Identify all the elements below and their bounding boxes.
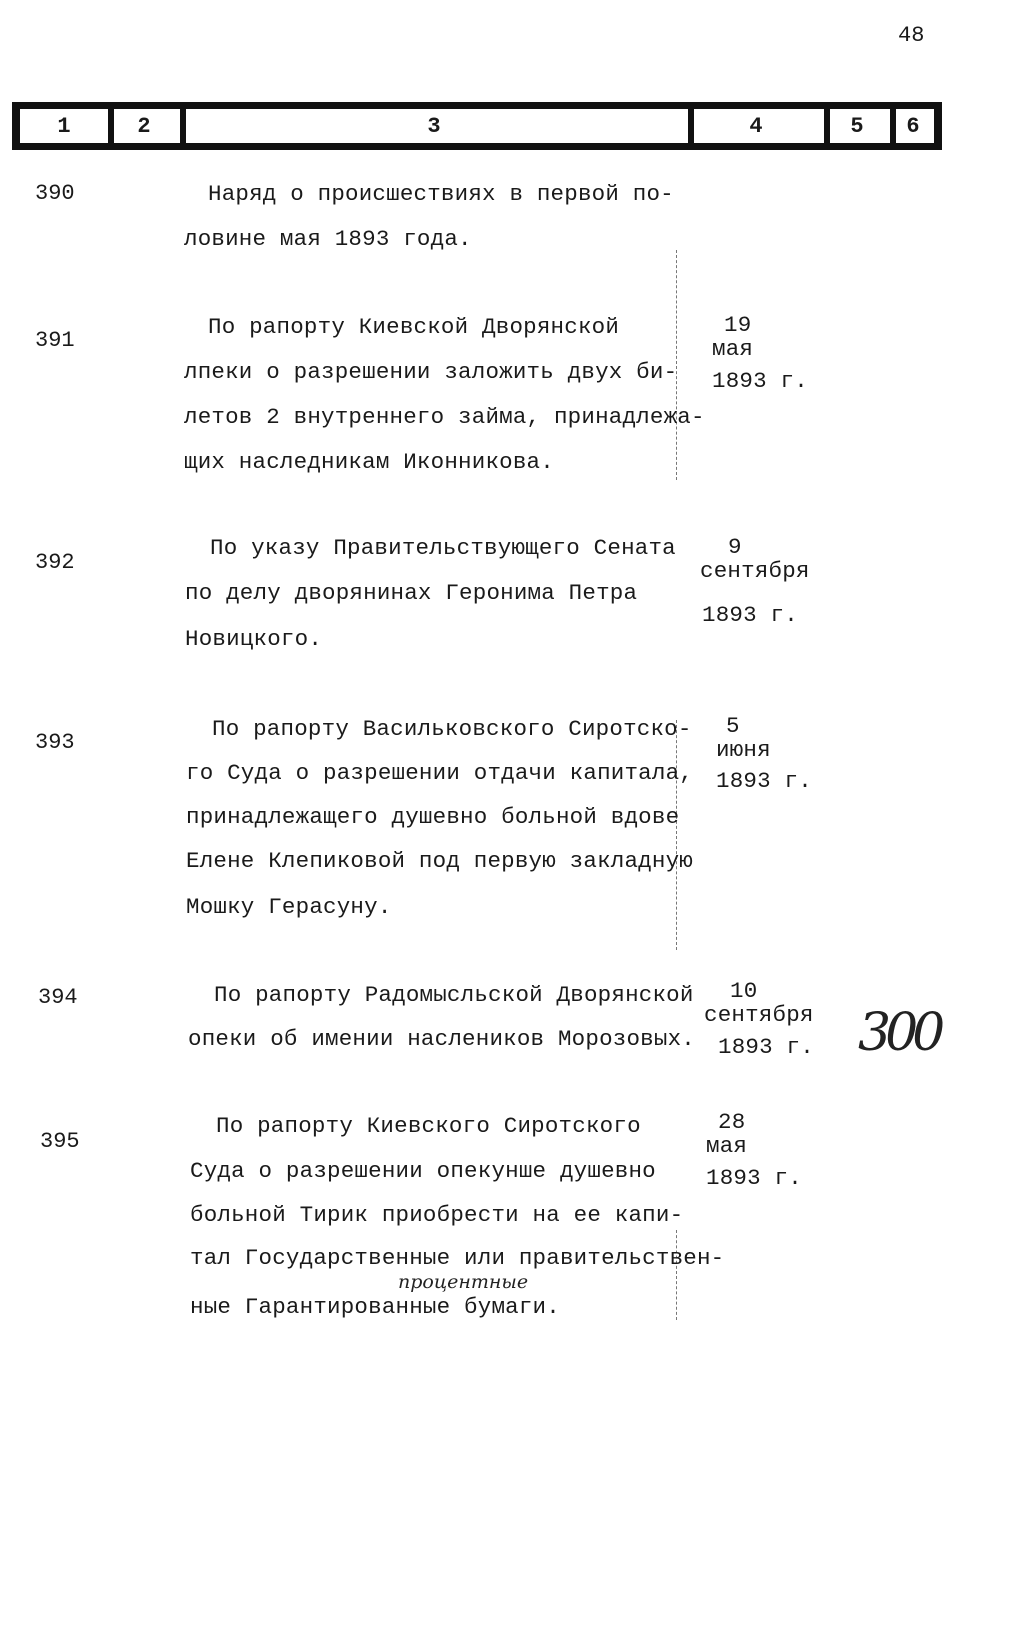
entry-text-line: Мошку Герасуну. [186, 894, 392, 920]
entry-text-line: По рапорту Киевского Сиротского [216, 1113, 641, 1139]
entry-text-line: По рапорту Васильковского Сиротско- [212, 716, 692, 742]
date-month: июня [716, 737, 771, 763]
entry-text-line: По рапорту Радомысльской Дворянской [214, 982, 694, 1008]
date-month: мая [706, 1133, 748, 1159]
entry-text-line: Наряд о происшествиях в первой по- [208, 181, 674, 207]
entry-text-line: лпеки о разрешении заложить двух би- [184, 359, 678, 385]
entry-text-line: По указу Правительствующего Сената [210, 535, 676, 561]
date-year: 1893 г. [716, 768, 812, 794]
entry-text-line: по делу дворянинах Геронима Петра [185, 580, 638, 606]
header-col-6: 6 [906, 113, 920, 139]
date-day: 10 [730, 978, 758, 1004]
table-header [12, 102, 942, 150]
header-col-2: 2 [108, 109, 186, 143]
entry-text-line: Суда о разрешении опекунше душевно [190, 1158, 656, 1184]
date-year: 1893 г. [718, 1034, 814, 1060]
entry-number: 390 [35, 181, 75, 206]
date-month: сентября [700, 558, 810, 584]
date-day: 28 [718, 1109, 746, 1135]
date-day: 9 [728, 534, 742, 560]
entry-number: 391 [35, 328, 75, 353]
entry-text-line: Елене Клепиковой под первую закладную [186, 848, 693, 874]
date-day: 19 [724, 312, 752, 338]
entry-text-line: щих наследникам Иконникова. [184, 449, 554, 475]
entry-text-line: По рапорту Киевской Дворянской [208, 314, 620, 340]
column-divider [676, 1230, 677, 1320]
date-day: 5 [726, 713, 740, 739]
entry-text-line: летов 2 внутреннего займа, принадлежа- [184, 404, 705, 430]
header-col-4: 4 [688, 109, 830, 143]
date-month: мая [712, 336, 754, 362]
handwritten-sheet-count: 300 [858, 1003, 940, 1063]
header-col-5: 5 [824, 109, 896, 143]
date-year: 1893 г. [706, 1165, 802, 1191]
entry-number: 393 [35, 730, 75, 755]
entry-text-line: го Суда о разрешении отдачи капитала, [186, 760, 693, 786]
entry-number: 394 [38, 985, 78, 1010]
entry-text-line: принадлежащего душевно больной вдове [186, 804, 680, 830]
header-col-3: 3 [180, 109, 694, 143]
date-year: 1893 г. [712, 368, 808, 394]
entry-text-line: опеки об имении наслеников Морозовых. [188, 1026, 695, 1052]
date-year: 1893 г. [702, 602, 798, 628]
handwritten-insertion: процентные [398, 1271, 529, 1293]
entry-text-line: больной Тирик приобрести на ее капи- [190, 1202, 684, 1228]
entry-number: 395 [40, 1129, 80, 1154]
entry-text-line: ные Гарантированные бумаги. [190, 1294, 560, 1320]
entry-text-line: Новицкого. [185, 626, 323, 652]
entry-text-line: тал Государственные или правительствен- [190, 1245, 725, 1271]
date-month: сентября [704, 1002, 814, 1028]
header-col-1: 1 [20, 109, 114, 143]
entry-number: 392 [35, 550, 75, 575]
column-divider [676, 720, 677, 950]
entry-text-line: ловине мая 1893 года. [184, 226, 472, 252]
page-number: 48 [898, 23, 925, 48]
